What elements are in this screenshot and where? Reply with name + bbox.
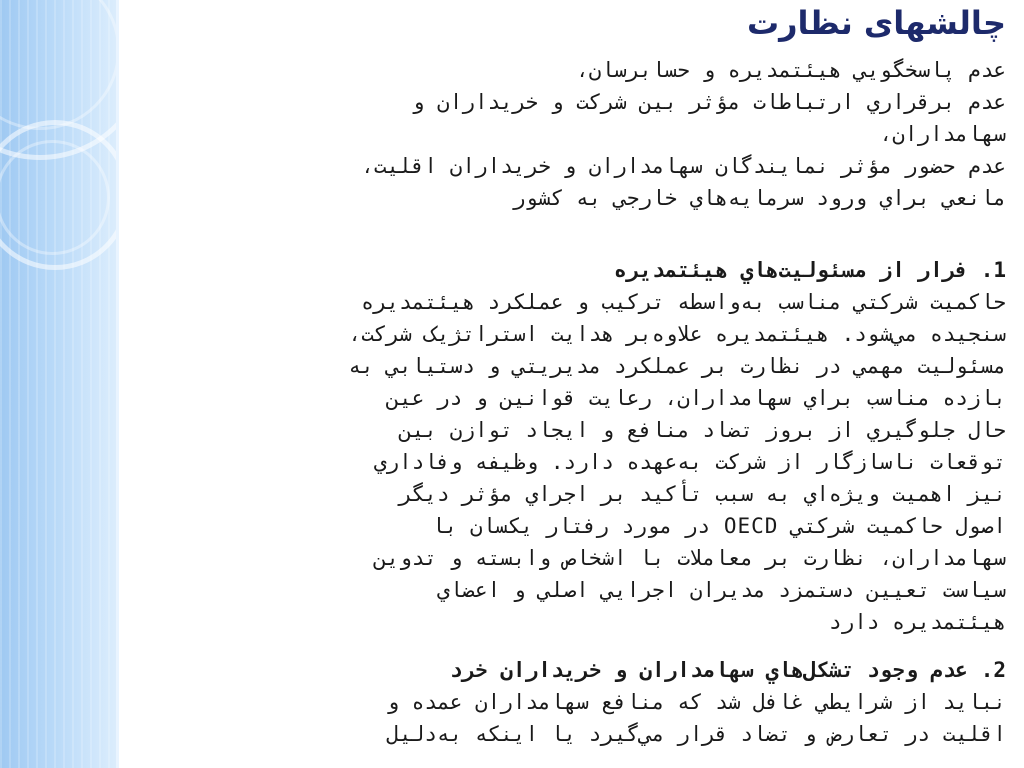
decorative-ring [0, 140, 110, 255]
text-line: نبايد از شرايطي غافل شد كه منافع سهامداران عمده و [386, 690, 1006, 714]
text-line: مانعي براي ورود سرمايه‌هاي خارجي به كشور [512, 186, 1006, 210]
decorative-side-band [0, 0, 118, 768]
text-line: حال جلوگيري از بروز تضاد منافع و ايجاد توازن بين [399, 418, 1006, 442]
text-line: مسئوليت مهمي در نظارت بر عملكرد مديريتي و دستيابي به [348, 354, 1006, 378]
text-line: سياست تعيين دستمزد مديران اجرايي اصلي و اعضاي [437, 578, 1006, 602]
section-heading: 1. فرار از مسئوليت‌هاي هيئتمديره [614, 258, 1006, 282]
text-line: اصول حاكميت شركتي OECD در مورد رفتار يكسان با [432, 514, 1006, 538]
text-line: سنجيده مي‌شود. هيئتمديره علاوه‌بر هدايت استراتژيک شرکت، [348, 322, 1006, 346]
band-edge-line [116, 0, 119, 768]
text-line: سهامداران، نظارت بر معاملات با اشخاص وابسته و تدوين [373, 546, 1006, 570]
section-heading: 2. عدم وجود تشكل‌هاي سهامداران و خريداران خرد [449, 658, 1006, 682]
text-line: سهامداران، [879, 122, 1006, 146]
text-line: هيئتمديره دارد [828, 610, 1006, 634]
text-line: نيز اهميت ويژه‌اي به سبب تأكيد بر اجراي مؤثر ديگر [399, 482, 1006, 506]
text-line: عدم حضور مؤثر نمايندگان سهامداران و خريداران اقليت، [361, 154, 1006, 178]
text-line: عدم برقراري ارتباطات مؤثر بين شركت و خريداران و [411, 90, 1006, 114]
text-line: حاكميت شركتي مناسب به‌واسطه تركيب و عملكرد هيئتمديره [361, 290, 1006, 314]
text-line: توقعات ناسازگار از شركت به‌عهده دارد. وظيفه وفاداري [373, 450, 1006, 474]
text-line: عدم پاسخگويي هيئتمديره و حسابرسان، [576, 58, 1006, 82]
slide-title: چالشهای نظارت [746, 4, 1006, 42]
text-line: بازده مناسب براي سهامداران، رعايت قوانين و در عين [386, 386, 1006, 410]
text-line: اقليت در تعارض و تضاد قرار مي‌گيرد يا اينكه به‌دليل [386, 722, 1006, 746]
